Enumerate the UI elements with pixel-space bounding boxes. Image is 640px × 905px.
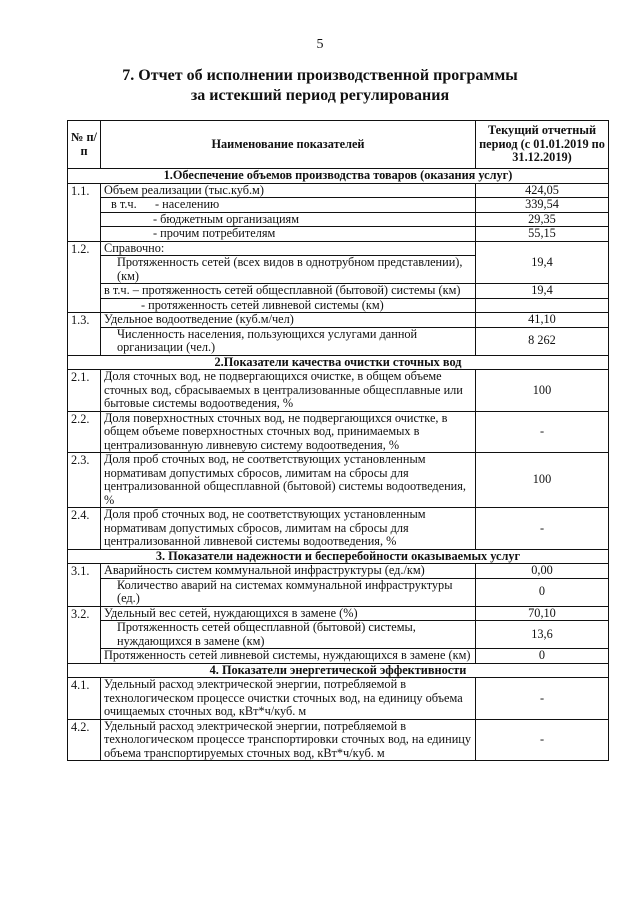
row-name-text: - населению bbox=[155, 197, 220, 211]
row-value: 0 bbox=[476, 649, 609, 664]
table-row bbox=[68, 649, 609, 664]
row-name bbox=[101, 198, 476, 213]
table-row bbox=[68, 313, 609, 328]
row-name: Доля проб сточных вод, не соответствующих установленным нормативам допустимых сбросов, лимитам на сбросы для централизованной общесплавной (бытовой) системы водоотведения, % bbox=[101, 453, 476, 508]
table-row bbox=[68, 183, 609, 198]
table-row bbox=[68, 508, 609, 550]
table-row bbox=[68, 564, 609, 579]
row-name: Количество аварий на системах коммунальной инфраструктуры (ед.) bbox=[101, 578, 476, 606]
row-value: 19,4 bbox=[476, 241, 609, 284]
row-num: 2.1. bbox=[68, 370, 101, 412]
row-num: 2.3. bbox=[68, 453, 101, 508]
row-value: 0,00 bbox=[476, 564, 609, 579]
row-name: Доля проб сточных вод, не соответствующих установленным нормативам допустимых сбросов, лимитам на сбросы для централизованной ливневой системы водоотведения, % bbox=[101, 508, 476, 550]
row-name: Численность населения, пользующихся услугами данной организации (чел.) bbox=[101, 327, 476, 355]
row-value: 100 bbox=[476, 453, 609, 508]
row-name: в т.ч. – протяженность сетей общесплавной (бытовой) системы (км) bbox=[101, 284, 476, 299]
row-name: Протяженность сетей ливневой системы, нуждающихся в замене (км) bbox=[101, 649, 476, 664]
row-name: Удельный вес сетей, нуждающихся в замене (%) bbox=[101, 606, 476, 621]
table-row bbox=[68, 606, 609, 621]
row-name: Удельный расход электрической энергии, потребляемой в технологическом процессе очистки сточных вод, на единицу объема очищаемых сточных вод, кВт*ч/куб. м bbox=[101, 678, 476, 720]
table-row bbox=[68, 284, 609, 299]
row-num: 3.2. bbox=[68, 606, 101, 663]
row-name: Доля сточных вод, не подвергающихся очистке, в общем объеме сточных вод, сбрасываемых в централизованные общесплавные или бытовые системы водоотведения, % bbox=[101, 370, 476, 412]
row-value: 424,05 bbox=[476, 183, 609, 198]
row-name: Удельное водоотведение (куб.м/чел) bbox=[101, 313, 476, 328]
table-row bbox=[68, 298, 609, 313]
row-name: - прочим потребителям bbox=[101, 227, 476, 242]
header-name: Наименование показателей bbox=[101, 121, 476, 169]
section-row bbox=[68, 663, 609, 678]
row-value bbox=[476, 298, 609, 313]
row-num: 1.1. bbox=[68, 183, 101, 241]
table-row bbox=[68, 453, 609, 508]
row-value: 19,4 bbox=[476, 284, 609, 299]
row-name: Протяженность сетей (всех видов в однотрубном представлении), (км) bbox=[101, 256, 476, 284]
row-value: - bbox=[476, 719, 609, 761]
section-row bbox=[68, 549, 609, 564]
row-name: Аварийность систем коммунальной инфраструктуры (ед./км) bbox=[101, 564, 476, 579]
row-value: 70,10 bbox=[476, 606, 609, 621]
section-row bbox=[68, 169, 609, 184]
row-name: - протяженность сетей ливневой системы (км) bbox=[101, 298, 476, 313]
row-num: 2.2. bbox=[68, 411, 101, 453]
section-2-title: 2.Показатели качества очистки сточных вод bbox=[68, 355, 609, 370]
row-value: - bbox=[476, 678, 609, 720]
table-row bbox=[68, 411, 609, 453]
row-name: Протяженность сетей общесплавной (бытовой) системы, нуждающихся в замене (км) bbox=[101, 621, 476, 649]
table-row bbox=[68, 678, 609, 720]
row-value: 29,35 bbox=[476, 212, 609, 227]
section-3-title: 3. Показатели надежности и бесперебойности оказываемых услуг bbox=[68, 549, 609, 564]
row-value: - bbox=[476, 411, 609, 453]
row-prefix: в т.ч. bbox=[111, 197, 137, 211]
table-header-row bbox=[68, 121, 609, 169]
section-row bbox=[68, 355, 609, 370]
row-num: 1.2. bbox=[68, 241, 101, 313]
table-row bbox=[68, 578, 609, 606]
row-value: 339,54 bbox=[476, 198, 609, 213]
row-name: Объем реализации (тыс.куб.м) bbox=[101, 183, 476, 198]
header-num: № п/п bbox=[68, 121, 101, 169]
row-num: 4.1. bbox=[68, 678, 101, 720]
row-num: 1.3. bbox=[68, 313, 101, 356]
section-1-title: 1.Обеспечение объемов производства товаров (оказания услуг) bbox=[68, 169, 609, 184]
row-value: 8 262 bbox=[476, 327, 609, 355]
table-row bbox=[68, 212, 609, 227]
row-name: Доля поверхностных сточных вод, не подвергающихся очистке, в общем объеме поверхностных сточных вод, принимаемых в централизованную ливневую систему водоотведения, % bbox=[101, 411, 476, 453]
row-num: 4.2. bbox=[68, 719, 101, 761]
row-value: 55,15 bbox=[476, 227, 609, 242]
row-value: - bbox=[476, 508, 609, 550]
section-4-title: 4. Показатели энергетической эффективности bbox=[68, 663, 609, 678]
title-line-1: 7. Отчет об исполнении производственной программы bbox=[122, 67, 518, 84]
row-value: 41,10 bbox=[476, 313, 609, 328]
row-value: 100 bbox=[476, 370, 609, 412]
table-row bbox=[68, 370, 609, 412]
row-name: - бюджетным организациям bbox=[101, 212, 476, 227]
row-value: 0 bbox=[476, 578, 609, 606]
row-num: 3.1. bbox=[68, 564, 101, 607]
title-line-2: за истекший период регулирования bbox=[190, 87, 450, 104]
table-row bbox=[68, 227, 609, 242]
row-name: Справочно: bbox=[101, 241, 476, 256]
table-row bbox=[68, 241, 609, 256]
table-row bbox=[68, 198, 609, 213]
table-row bbox=[68, 621, 609, 649]
table-row bbox=[68, 327, 609, 355]
page-title bbox=[0, 66, 640, 106]
report-table bbox=[67, 120, 609, 761]
page-number: 5 bbox=[316, 37, 324, 52]
row-num: 2.4. bbox=[68, 508, 101, 550]
row-name: Удельный расход электрической энергии, потребляемой в технологическом процессе транспортировки сточных вод, на единицу объема транспортируемых сточных вод, кВт*ч/куб. м bbox=[101, 719, 476, 761]
table-row bbox=[68, 719, 609, 761]
header-value: Текущий отчетный период (с 01.01.2019 по 31.12.2019) bbox=[476, 121, 609, 169]
row-value: 13,6 bbox=[476, 621, 609, 649]
